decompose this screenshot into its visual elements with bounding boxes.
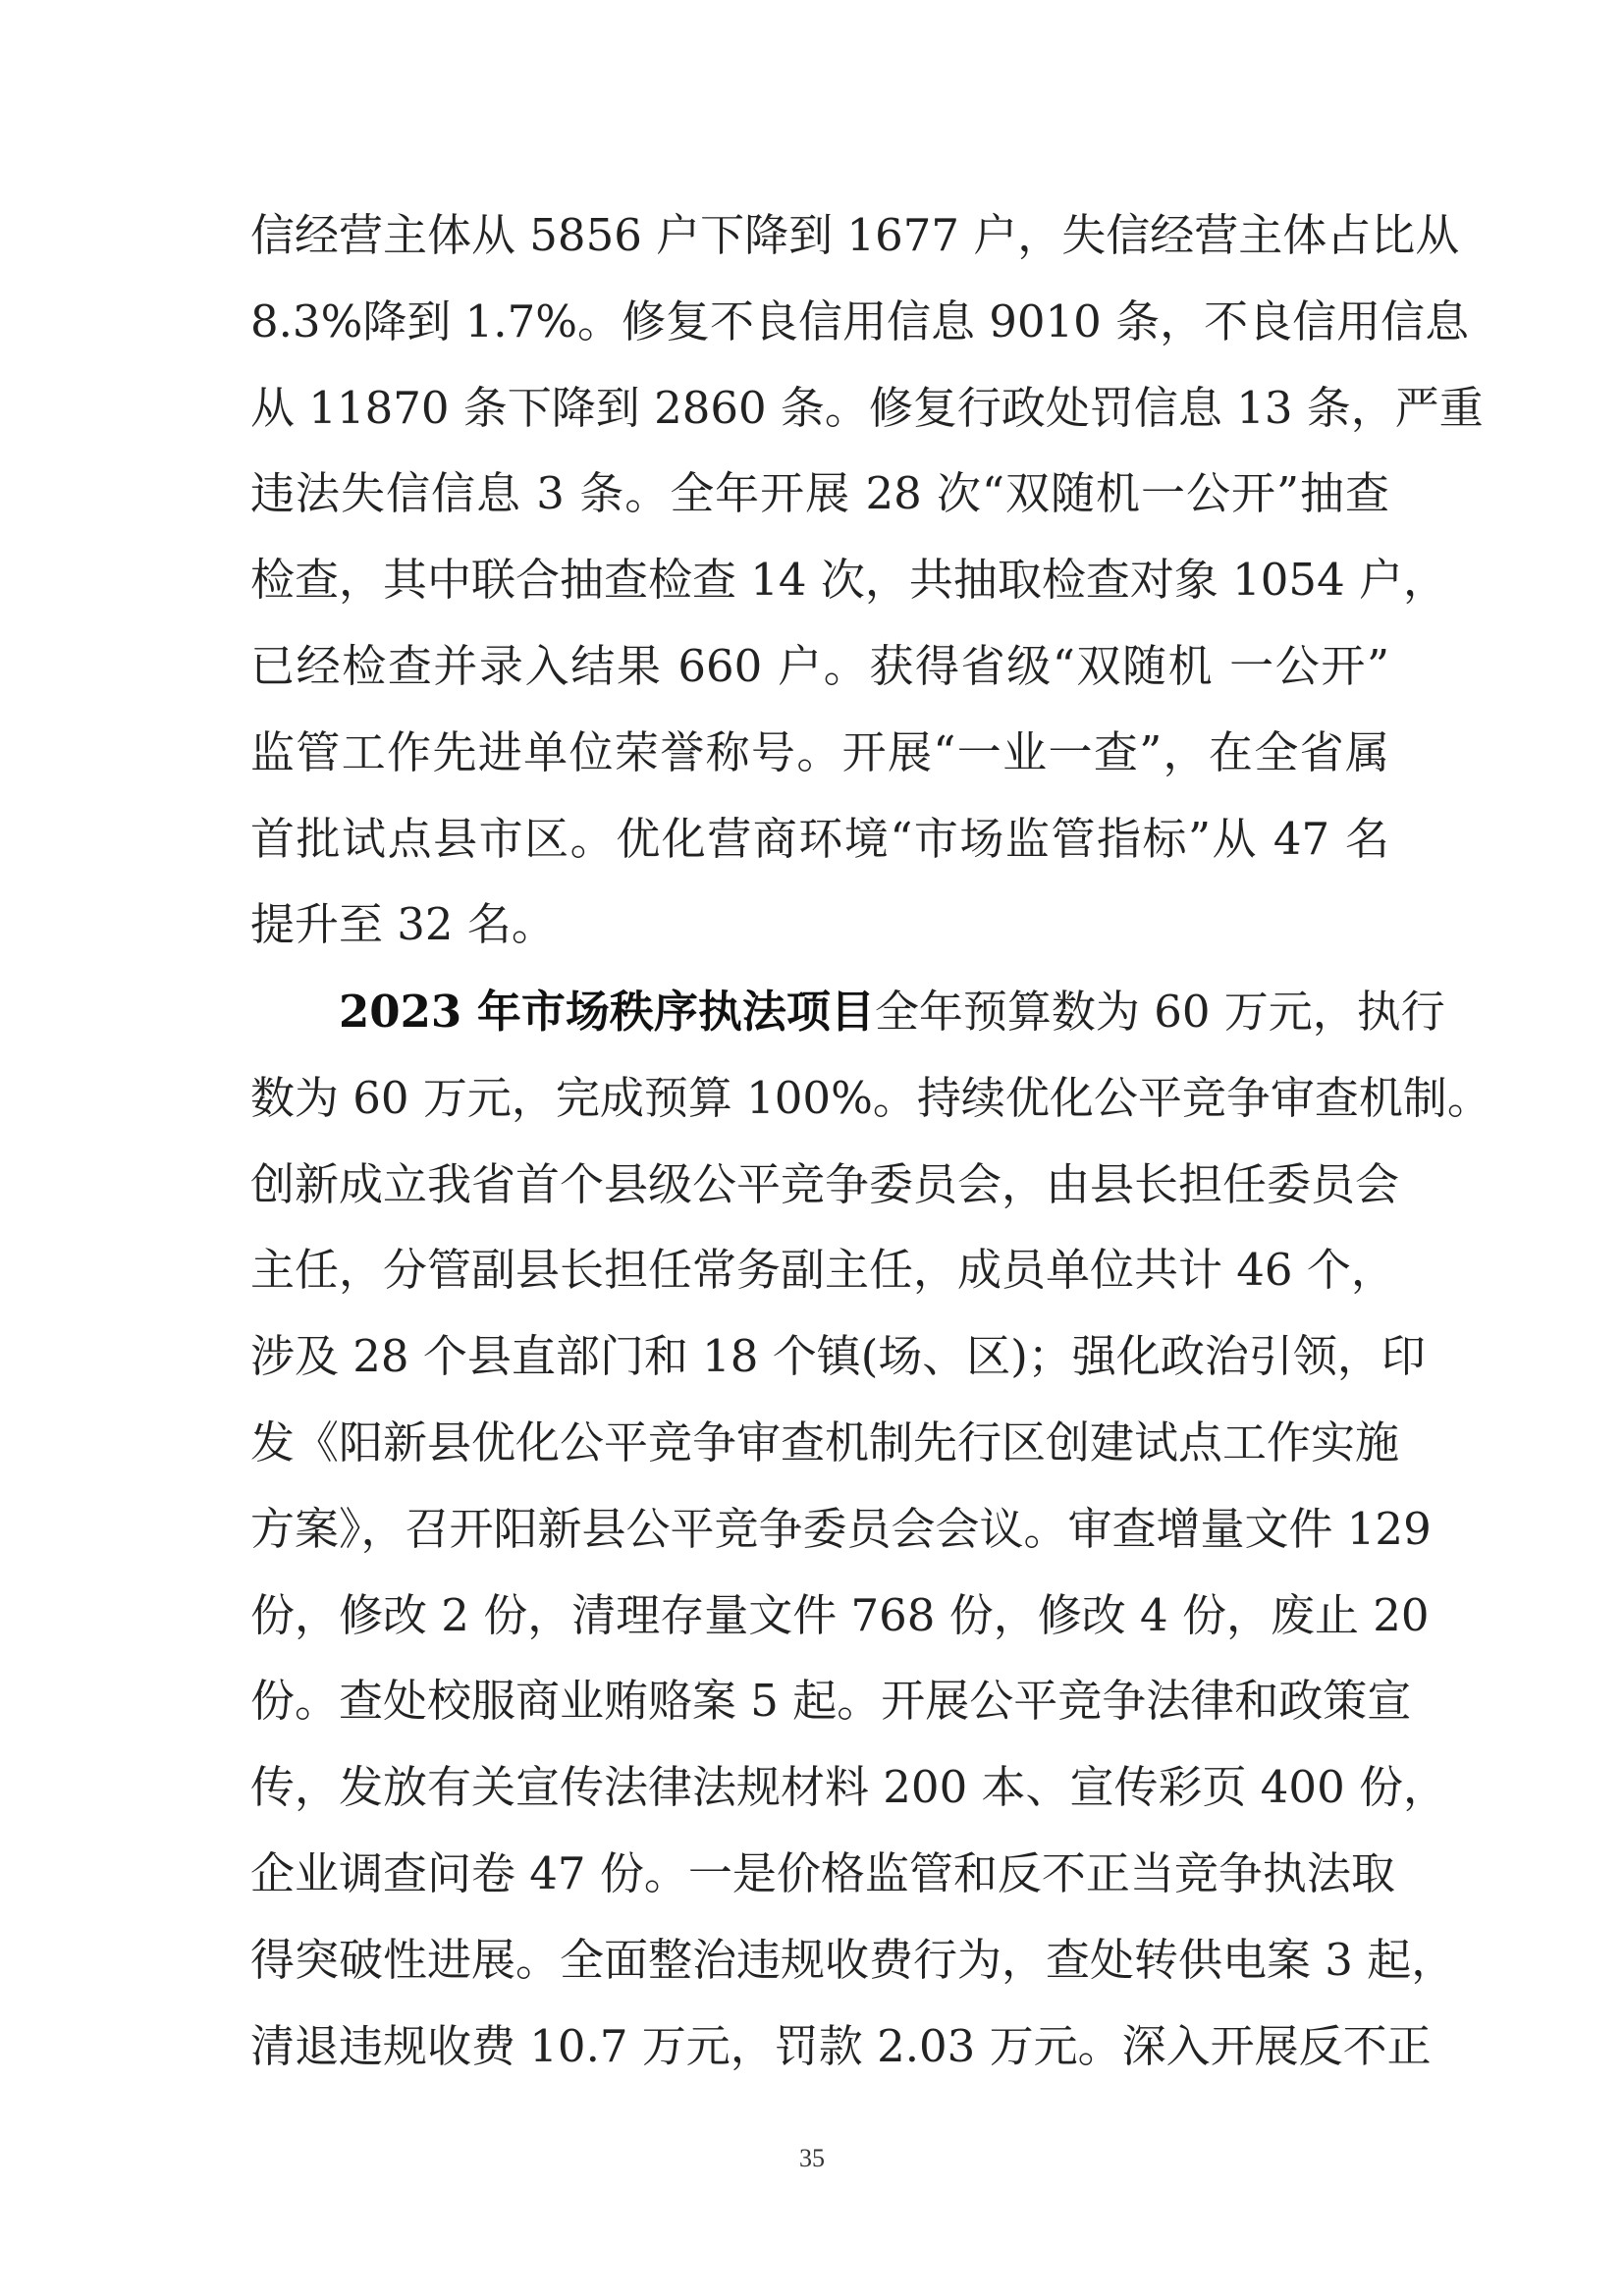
text-line: 主任，分管副县长担任常务副主任，成员单位共计 46 个， bbox=[250, 1244, 1395, 1297]
text-line: 清退违规收费 10.7 万元，罚款 2.03 万元。深入开展反不正 bbox=[250, 2019, 1432, 2072]
paragraph-first-line bbox=[250, 983, 1445, 1069]
text-line: 发《阳新县优化公平竞争审查机制先行区创建试点工作实施 bbox=[250, 1415, 1400, 1468]
paragraph-1 bbox=[250, 206, 1484, 982]
text-line: 检查，其中联合抽查检查 14 次，共抽取检查对象 1054 户， bbox=[250, 554, 1448, 607]
text-line: 传，发放有关宣传法律法规材料 200 本、宣传彩页 400 份， bbox=[250, 1761, 1448, 1814]
text-line: 得突破性进展。全面整治违规收费行为，查处转供电案 3 起， bbox=[250, 1933, 1456, 1986]
paragraph-2 bbox=[250, 983, 1491, 2103]
text-line: 8.3%降到 1.7%。修复不良信用信息 9010 条，不良信用信息 bbox=[250, 294, 1470, 347]
text-line: 方案》，召开阳新县公平竞争委员会会议。审查增量文件 129 bbox=[250, 1502, 1432, 1555]
text-line: 监管工作先进单位荣誉称号。开展“一业一查”，在全省属 bbox=[250, 725, 1389, 778]
text-line-rest: 全年预算数为 60 万元，执行 bbox=[874, 986, 1445, 1038]
text-line: 创新成立我省首个县级公平竞争委员会，由县长担任委员会 bbox=[250, 1157, 1400, 1210]
text-line: 数为 60 万元，完成预算 100%。持续优化公平竞争审查机制。 bbox=[250, 1071, 1491, 1124]
text-line: 涉及 28 个县直部门和 18 个镇(场、区)；强化政治引领，印 bbox=[250, 1330, 1426, 1383]
text-line: 首批试点县市区。优化营商环境“市场监管指标”从 47 名 bbox=[250, 812, 1389, 865]
text-line: 从 11870 条下降到 2860 条。修复行政处罚信息 13 条，严重 bbox=[250, 381, 1484, 434]
text-line: 已经检查并录入结果 660 户。获得省级“双随机 一公开” bbox=[250, 639, 1389, 692]
page-number: 35 bbox=[799, 2144, 825, 2172]
text-line: 信经营主体从 5856 户下降到 1677 户，失信经营主体占比从 bbox=[250, 209, 1460, 261]
text-line: 提升至 32 名。 bbox=[250, 898, 556, 951]
section-heading: 2023 年市场秩序执法项目 bbox=[339, 986, 875, 1038]
text-line: 份，修改 2 份，清理存量文件 768 份，修改 4 份，废止 20 bbox=[250, 1588, 1430, 1641]
text-line: 份。查处校服商业贿赂案 5 起。开展公平竞争法律和政策宣 bbox=[250, 1675, 1412, 1728]
text-line: 企业调查问卷 47 份。一是价格监管和反不正当竞争执法取 bbox=[250, 1846, 1395, 1899]
text-line: 违法失信信息 3 条。全年开展 28 次“双随机一公开”抽查 bbox=[250, 467, 1389, 520]
